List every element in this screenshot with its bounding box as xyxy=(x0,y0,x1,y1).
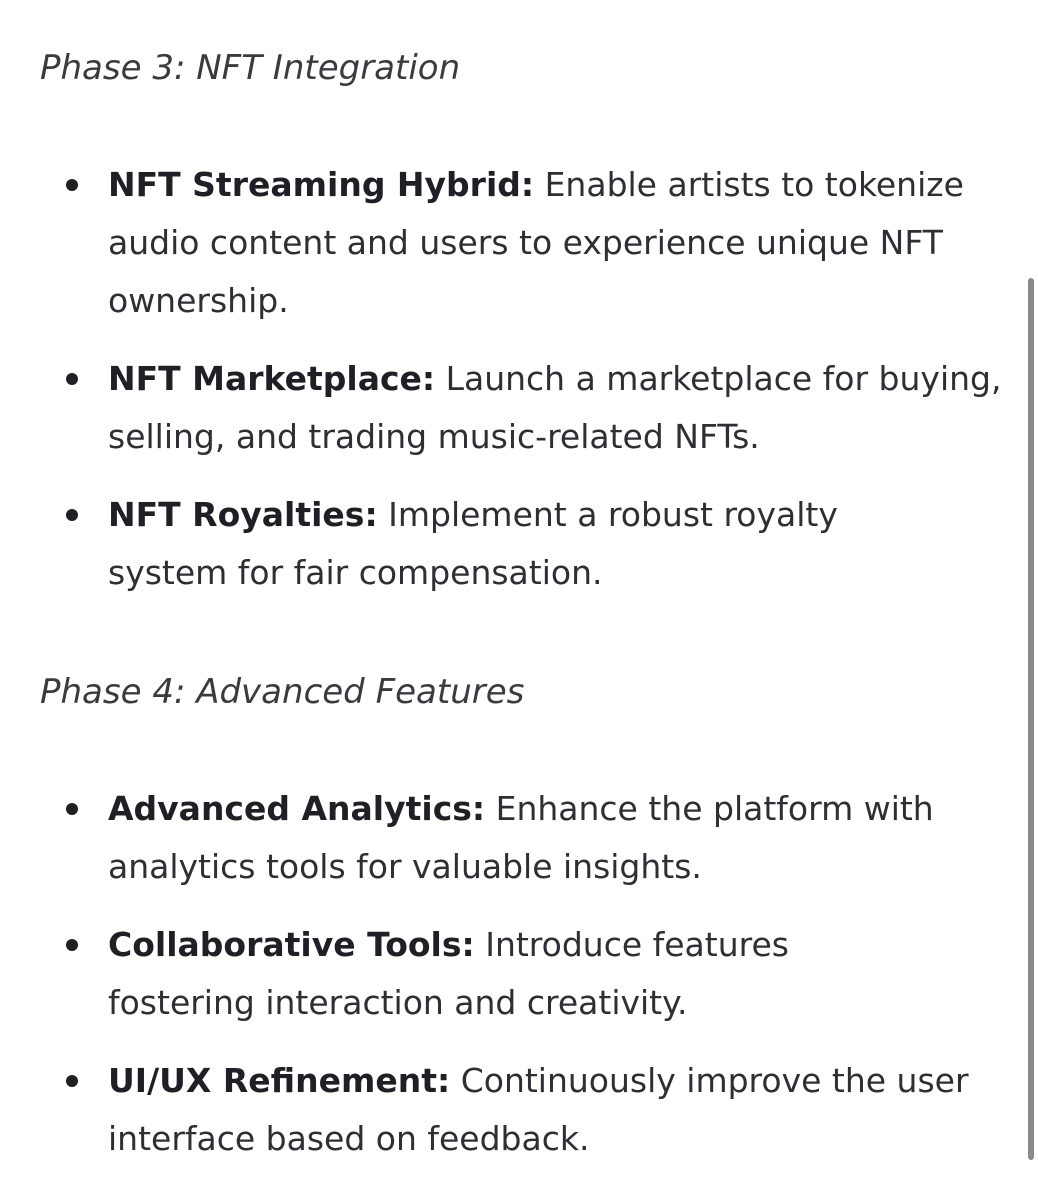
item-text: Implement a robust royalty system for fair compensation. xyxy=(108,495,838,592)
item-term: NFT Streaming Hybrid: xyxy=(108,165,535,204)
list-item xyxy=(0,1052,1010,1168)
item-text: Launch a marketplace for buying, selling, and trading music-related NFTs. xyxy=(108,359,1002,456)
bullet-icon xyxy=(66,373,78,385)
list-item xyxy=(0,916,1010,1032)
item-term: NFT Marketplace: xyxy=(108,359,436,398)
item-text: Continuously improve the user interface based on feedback. xyxy=(108,1061,969,1158)
item-term: UI/UX Refinement: xyxy=(108,1061,451,1100)
list-item xyxy=(0,486,1010,602)
phase-4-heading: Phase 4: Advanced Features xyxy=(40,672,525,712)
item-term: NFT Royalties: xyxy=(108,495,378,534)
bullet-icon xyxy=(66,939,78,951)
bullet-icon xyxy=(66,179,78,191)
bullet-icon xyxy=(66,1075,78,1087)
vertical-scrollbar[interactable] xyxy=(1028,278,1034,1160)
list-item xyxy=(0,780,1010,896)
bullet-icon xyxy=(66,509,78,521)
item-text: Enhance the platform with analytics tools for valuable insights. xyxy=(108,789,934,886)
item-term: Collaborative Tools: xyxy=(108,925,475,964)
bullet-icon xyxy=(66,803,78,815)
list-item xyxy=(0,156,1010,330)
item-text: Introduce features fostering interaction and creativity. xyxy=(108,925,789,1022)
phase-3-list xyxy=(0,156,1010,622)
item-term: Advanced Analytics: xyxy=(108,789,486,828)
phase-4-list xyxy=(0,780,1010,1188)
list-item xyxy=(0,350,1010,466)
item-text: Enable artists to tokenize audio content and users to experience unique NFT ownership. xyxy=(108,165,964,320)
phase-3-heading: Phase 3: NFT Integration xyxy=(40,48,461,88)
